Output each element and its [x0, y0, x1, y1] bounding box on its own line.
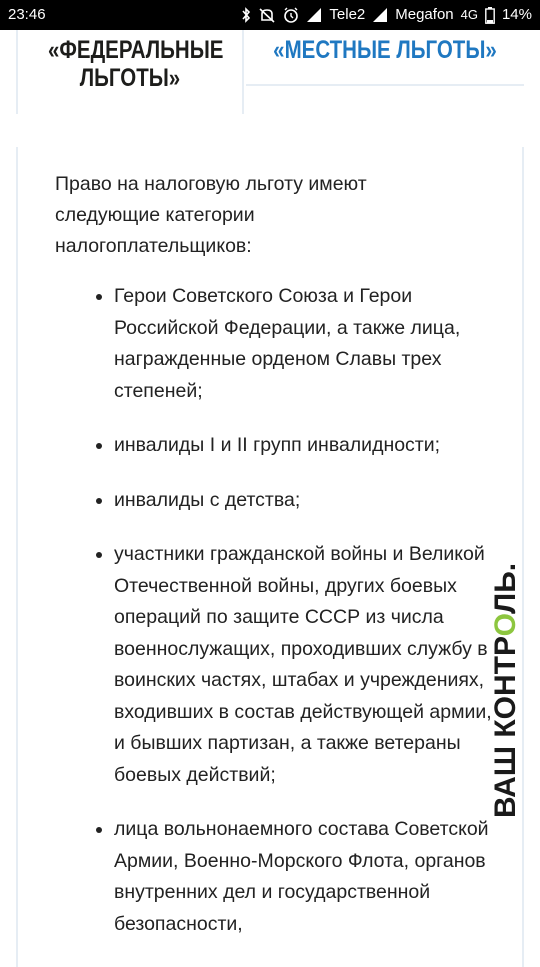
carrier2-label: Megafon [395, 6, 454, 23]
list-item: • инвалиды с детства; [114, 485, 504, 517]
list-item: • участники гражданской войны и Великой Отечественной войны, других боевых операций по защите СССР из числа военнослужащих, проходивших службу в воинских частях, штабах и учреждениях, входивших в состав действующей армии, и бывших партизан, а также ветераны боевых действий; [114, 539, 504, 791]
tab-local-benefits[interactable] [246, 30, 524, 86]
watermark-text-2: ЛЬ. [489, 562, 522, 614]
watermark-text-1: ВАШ КОНТР [489, 636, 522, 818]
signal-icon [372, 7, 388, 23]
benefit-tabs [0, 30, 540, 115]
bluetooth-icon [241, 7, 251, 23]
alarm-icon [283, 7, 299, 23]
benefits-list [88, 281, 504, 963]
intro-text: Право на налоговую льготу имеют следующие категории налогоплательщиков: [55, 173, 367, 257]
carrier1-label: Tele2 [329, 6, 366, 23]
status-icons [241, 5, 532, 25]
watermark-text-accent: О [489, 613, 522, 637]
list-item: • лица вольнонаемного состава Советской Армии, Военно-Морского Флота, органов внутренних дел и государственной безопасности, [114, 814, 504, 940]
benefits-content [16, 147, 524, 967]
tab-federal-label: «ФЕДЕРАЛЬНЫЕ ЛЬГОТЫ» [48, 36, 224, 92]
status-bar [0, 0, 540, 30]
network-label: 4G [460, 7, 478, 22]
signal-icon [306, 7, 322, 23]
tab-local-label: «МЕСТНЫЕ ЛЬГОТЫ» [273, 36, 497, 64]
battery-icon [485, 7, 495, 24]
list-item: • инвалиды I и II групп инвалидности; [114, 430, 504, 462]
battery-label: 14% [501, 6, 532, 23]
mute-icon [258, 7, 276, 23]
list-item: • Герои Советского Союза и Герои Российской Федерации, а также лица, награжденные орденом Славы трех степеней; [114, 281, 504, 407]
tab-federal-benefits[interactable] [16, 30, 244, 114]
status-time: 23:46 [8, 6, 46, 23]
watermark-logo [489, 563, 523, 818]
